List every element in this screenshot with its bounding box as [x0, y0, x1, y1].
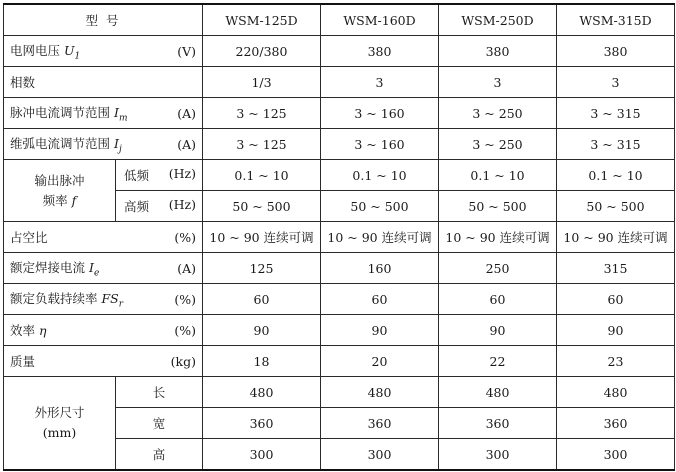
table-cell: 125	[203, 253, 321, 284]
sub-label-cell	[116, 160, 203, 191]
table-row	[4, 346, 675, 377]
table-cell: 60	[557, 284, 675, 315]
table-cell: 3	[557, 67, 675, 98]
table-cell: 23	[557, 346, 675, 377]
model-header-cell: WSM-315D	[557, 4, 675, 36]
table-cell: 50 ~ 500	[439, 191, 557, 222]
table-cell: 0.1 ~ 10	[203, 160, 321, 191]
table-row	[4, 377, 675, 408]
table-row	[4, 284, 675, 315]
row-unit: (%)	[174, 322, 196, 338]
table-cell: 300	[203, 439, 321, 471]
table-cell: 10 ~ 90 连续可调	[203, 222, 321, 253]
sub-label-cell: 长	[116, 377, 203, 408]
table-cell: 90	[321, 315, 439, 346]
table-row	[4, 222, 675, 253]
type-header-cell: 型 号	[4, 4, 203, 36]
table-header-row	[4, 4, 675, 36]
table-row	[4, 129, 675, 160]
row-unit: (V)	[177, 43, 196, 59]
row-label: 额定焊接电流 $I_e$	[10, 259, 100, 279]
row-label: 额定负载持续率 $FS_r$	[10, 290, 124, 310]
sub-label-cell: 宽	[116, 408, 203, 439]
row-label-cell	[4, 253, 203, 284]
table-cell: 480	[439, 377, 557, 408]
table-cell: 3 ~ 250	[439, 98, 557, 129]
row-unit: (A)	[177, 260, 196, 276]
table-cell: 60	[203, 284, 321, 315]
table-row	[4, 160, 675, 191]
table-cell: 3	[439, 67, 557, 98]
table-cell: 18	[203, 346, 321, 377]
row-label: 占空比	[10, 230, 48, 245]
table-cell: 10 ~ 90 连续可调	[439, 222, 557, 253]
table-cell: 480	[321, 377, 439, 408]
table-cell: 90	[439, 315, 557, 346]
table-cell: 90	[557, 315, 675, 346]
table-cell: 3 ~ 160	[321, 98, 439, 129]
row-label-cell	[4, 36, 203, 67]
row-label: 电网电压 $U_1$	[10, 42, 81, 62]
sub-label-cell	[116, 191, 203, 222]
row-label: 相数	[10, 75, 36, 90]
table-cell: 50 ~ 500	[203, 191, 321, 222]
table-cell: 315	[557, 253, 675, 284]
table-cell: 0.1 ~ 10	[321, 160, 439, 191]
table-cell: 380	[321, 36, 439, 67]
row-unit: (%)	[174, 291, 196, 307]
row-unit: (Hz)	[168, 197, 196, 212]
row-label-cell	[4, 346, 203, 377]
table-row	[4, 36, 675, 67]
sub-label: 低频	[124, 168, 150, 183]
table-cell: 3 ~ 315	[557, 98, 675, 129]
table-cell: 300	[321, 439, 439, 471]
row-unit: (%)	[174, 229, 196, 245]
table-cell: 3	[321, 67, 439, 98]
table-cell: 480	[203, 377, 321, 408]
table-cell: 3 ~ 125	[203, 129, 321, 160]
row-unit: (kg)	[170, 353, 196, 369]
table-cell: 360	[557, 408, 675, 439]
group-label: 频率 f	[42, 192, 77, 208]
table-cell: 360	[203, 408, 321, 439]
table-cell: 160	[321, 253, 439, 284]
table-cell: 300	[557, 439, 675, 471]
table-row	[4, 67, 675, 98]
table-cell: 0.1 ~ 10	[557, 160, 675, 191]
table-cell: 60	[321, 284, 439, 315]
row-label-cell	[4, 67, 203, 98]
row-label-cell	[4, 129, 203, 160]
table-cell: 380	[557, 36, 675, 67]
table-row	[4, 315, 675, 346]
table-cell: 10 ~ 90 连续可调	[557, 222, 675, 253]
table-cell: 3 ~ 250	[439, 129, 557, 160]
row-label: 效率 η	[10, 323, 47, 338]
table-cell: 50 ~ 500	[557, 191, 675, 222]
spec-table-container	[3, 3, 675, 471]
row-label: 维弧电流调节范围 $I_j$	[10, 135, 122, 155]
table-cell: 3 ~ 125	[203, 98, 321, 129]
table-cell: 90	[203, 315, 321, 346]
group-unit: (mm)	[42, 425, 77, 440]
row-label-cell	[4, 98, 203, 129]
table-cell: 380	[439, 36, 557, 67]
row-unit: (Hz)	[168, 166, 196, 181]
row-label: 脉冲电流调节范围 $I_m$	[10, 104, 128, 124]
table-cell: 360	[439, 408, 557, 439]
table-cell: 480	[557, 377, 675, 408]
sub-label: 高频	[124, 199, 150, 214]
row-unit: (A)	[177, 136, 196, 152]
table-cell: 1/3	[203, 67, 321, 98]
table-cell: 50 ~ 500	[321, 191, 439, 222]
table-cell: 3 ~ 160	[321, 129, 439, 160]
row-label: 质量	[10, 354, 36, 369]
table-cell: 0.1 ~ 10	[439, 160, 557, 191]
table-row	[4, 253, 675, 284]
sub-label-cell: 高	[116, 439, 203, 471]
row-label-cell	[4, 284, 203, 315]
row-label-cell	[4, 222, 203, 253]
table-row	[4, 98, 675, 129]
group-label: 外形尺寸	[34, 405, 85, 420]
table-cell: 300	[439, 439, 557, 471]
model-header-cell: WSM-250D	[439, 4, 557, 36]
table-cell: 250	[439, 253, 557, 284]
table-cell: 20	[321, 346, 439, 377]
table-cell: 3 ~ 315	[557, 129, 675, 160]
row-unit: (A)	[177, 105, 196, 121]
welder-spec-table	[3, 3, 675, 471]
table-cell: 60	[439, 284, 557, 315]
model-header-cell: WSM-160D	[321, 4, 439, 36]
group-label: 输出脉冲	[34, 172, 85, 188]
row-label-cell	[4, 315, 203, 346]
pulse-frequency-group-cell	[4, 160, 116, 222]
table-cell: 22	[439, 346, 557, 377]
table-cell: 360	[321, 408, 439, 439]
table-cell: 10 ~ 90 连续可调	[321, 222, 439, 253]
model-header-cell: WSM-125D	[203, 4, 321, 36]
table-cell: 220/380	[203, 36, 321, 67]
dimensions-group-cell	[4, 377, 116, 471]
